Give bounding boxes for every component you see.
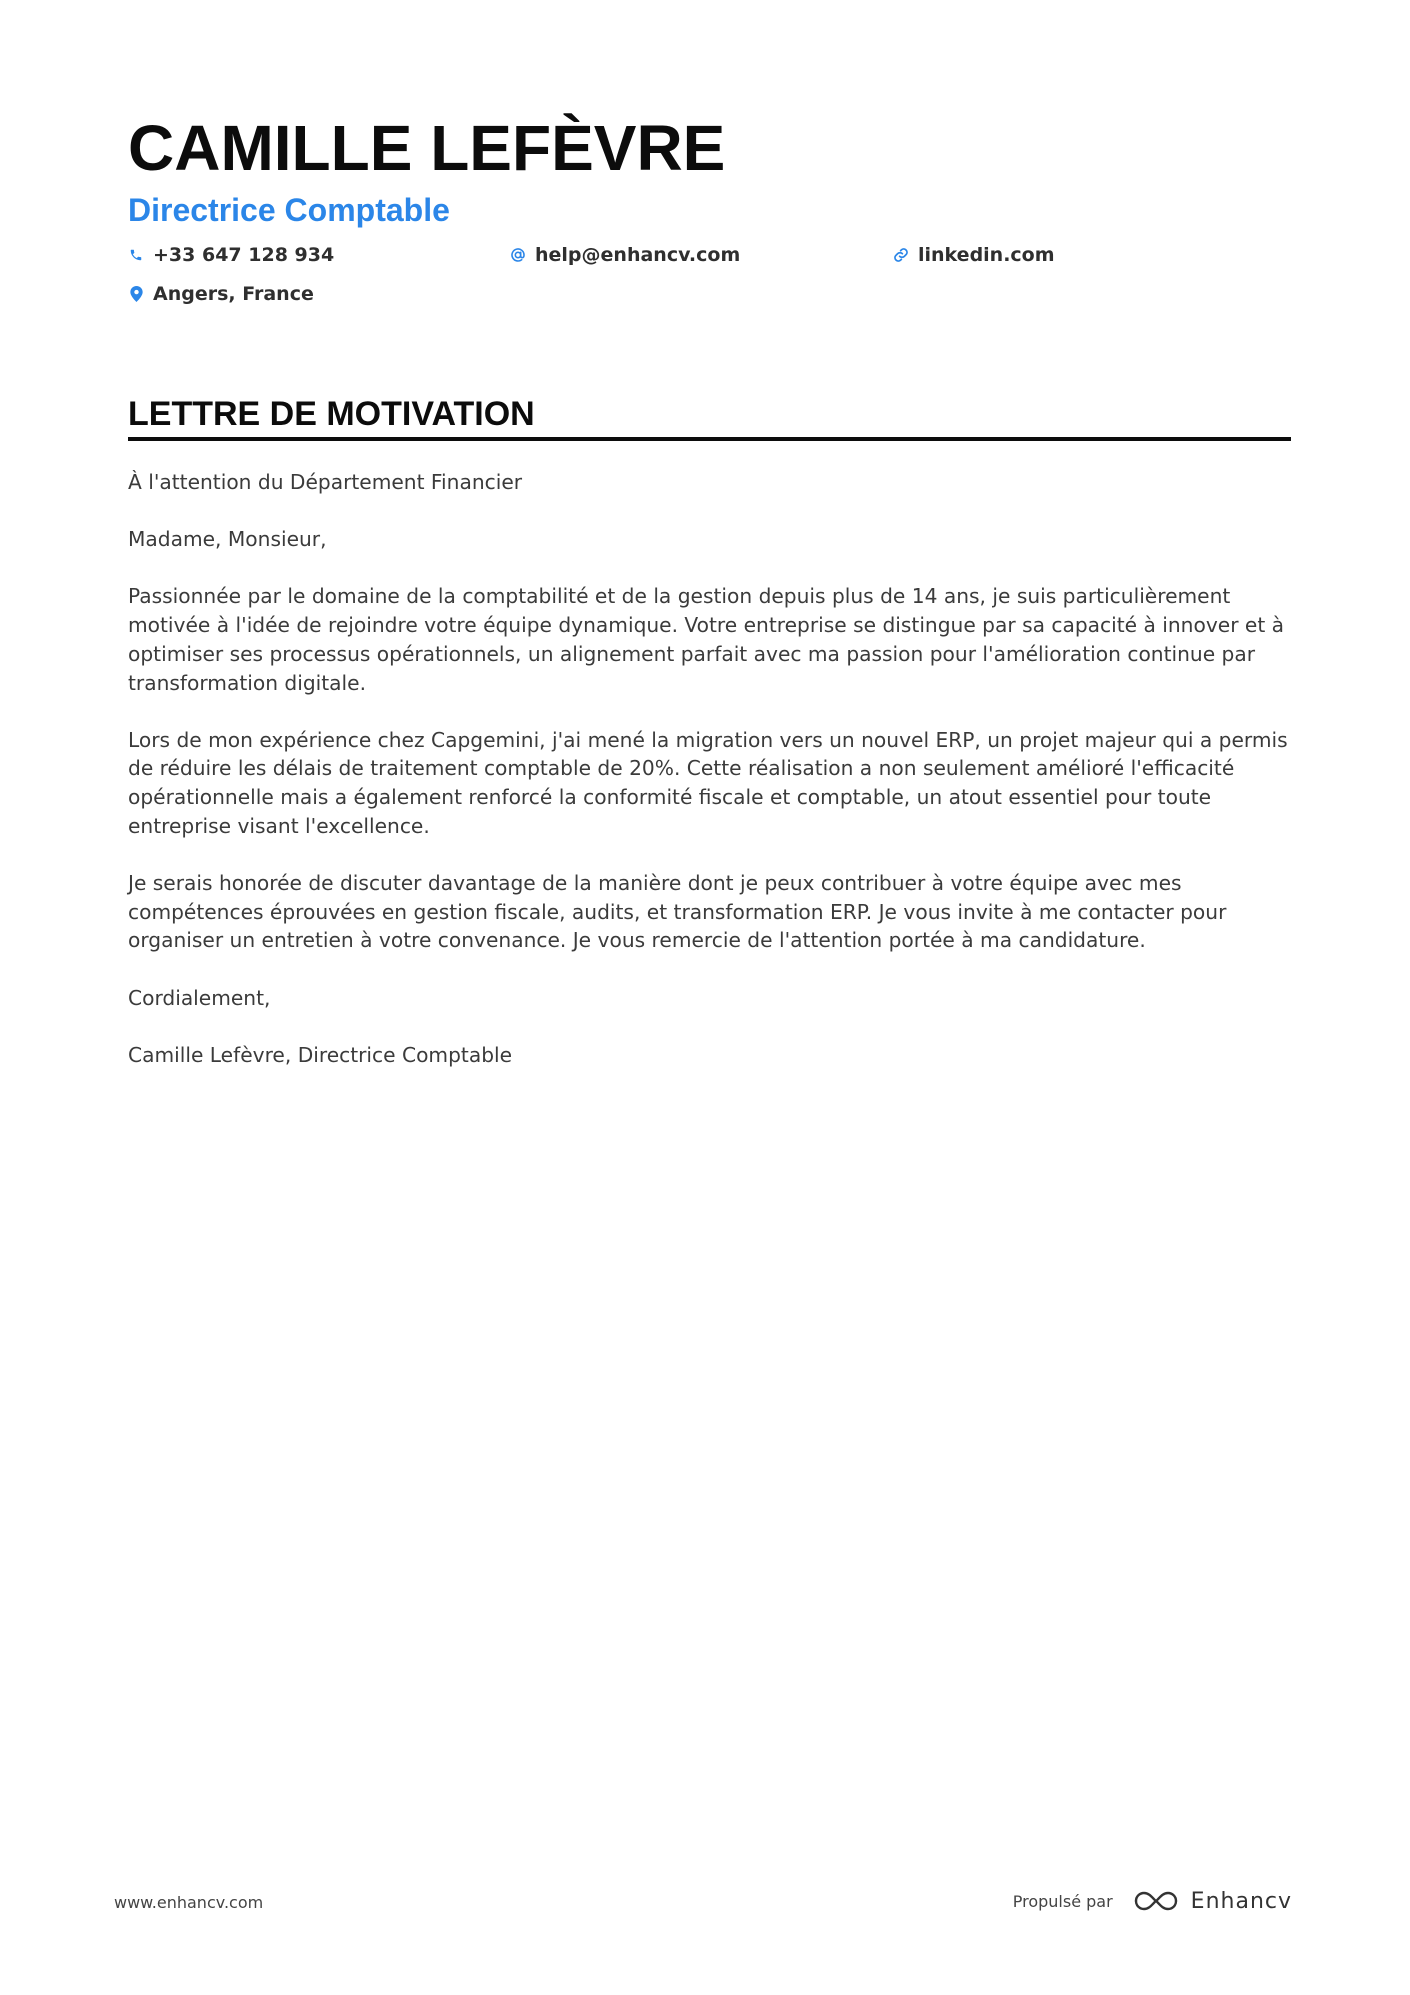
contact-email[interactable] [510,242,740,268]
candidate-role: Directrice Comptable [128,192,450,228]
link-icon [893,247,909,263]
phone-icon [128,247,144,263]
letter-recipient: À l'attention du Département Financier [128,470,523,494]
at-icon [510,247,526,263]
letter-closing: Cordialement, [128,985,271,1010]
location-pin-icon [128,286,144,302]
location-text: Angers, France [153,283,314,305]
enhancv-logo-icon [1133,1889,1179,1913]
linkedin-text: linkedin.com [918,244,1055,266]
section-title: LETTRE DE MOTIVATION [128,395,535,433]
email-text: help@enhancv.com [535,244,741,266]
contact-phone[interactable] [128,242,334,268]
footer-branding[interactable] [1013,1886,1292,1916]
powered-by-label: Propulsé par [1012,1891,1113,1911]
candidate-name: CAMILLE LEFÈVRE [128,112,726,184]
contact-location [128,281,314,307]
contact-linkedin[interactable] [893,242,1055,268]
section-divider [128,437,1291,441]
footer-website-link[interactable]: www.enhancv.com [114,1893,264,1912]
phone-text: +33 647 128 934 [153,244,335,266]
letter-paragraph: Lors de mon expérience chez Capgemini, j'ai mené la migration vers un nouvel ERP, un projet majeur qui a permis de réduire les délais de traitement comptable de 20%. Cette réalisation a non seulement amélioré l'efficacité opérationnelle mais a également renforcé la conformité fiscale et comptable, un atout essentiel pour toute entreprise visant l'excellence. [128,727,1288,838]
letter-body [128,468,1294,1098]
letter-salutation: Madame, Monsieur, [128,527,327,552]
letter-paragraph: Passionnée par le domaine de la comptabilité et de la gestion depuis plus de 14 ans, je suis particulièrement motivée à l'idée de rejoindre votre équipe dynamique. Votre entreprise se distingue par sa capacité à innover et à optimiser ses processus opérationnels, un alignement parfait avec ma passion pour l'amélioration continue par transformation digitale. [128,584,1285,695]
letter-paragraph: Je serais honorée de discuter davantage de la manière dont je peux contribuer à votre équipe avec mes compétences éprouvées en gestion fiscale, audits, et transformation ERP. Je vous invite à me contacter pour organiser un entretien à votre convenance. Je vous remercie de l'attention portée à ma candidature. [128,871,1227,953]
letter-signature: Camille Lefèvre, Directrice Comptable [128,1042,513,1067]
brand-name: Enhancv [1190,1888,1292,1914]
